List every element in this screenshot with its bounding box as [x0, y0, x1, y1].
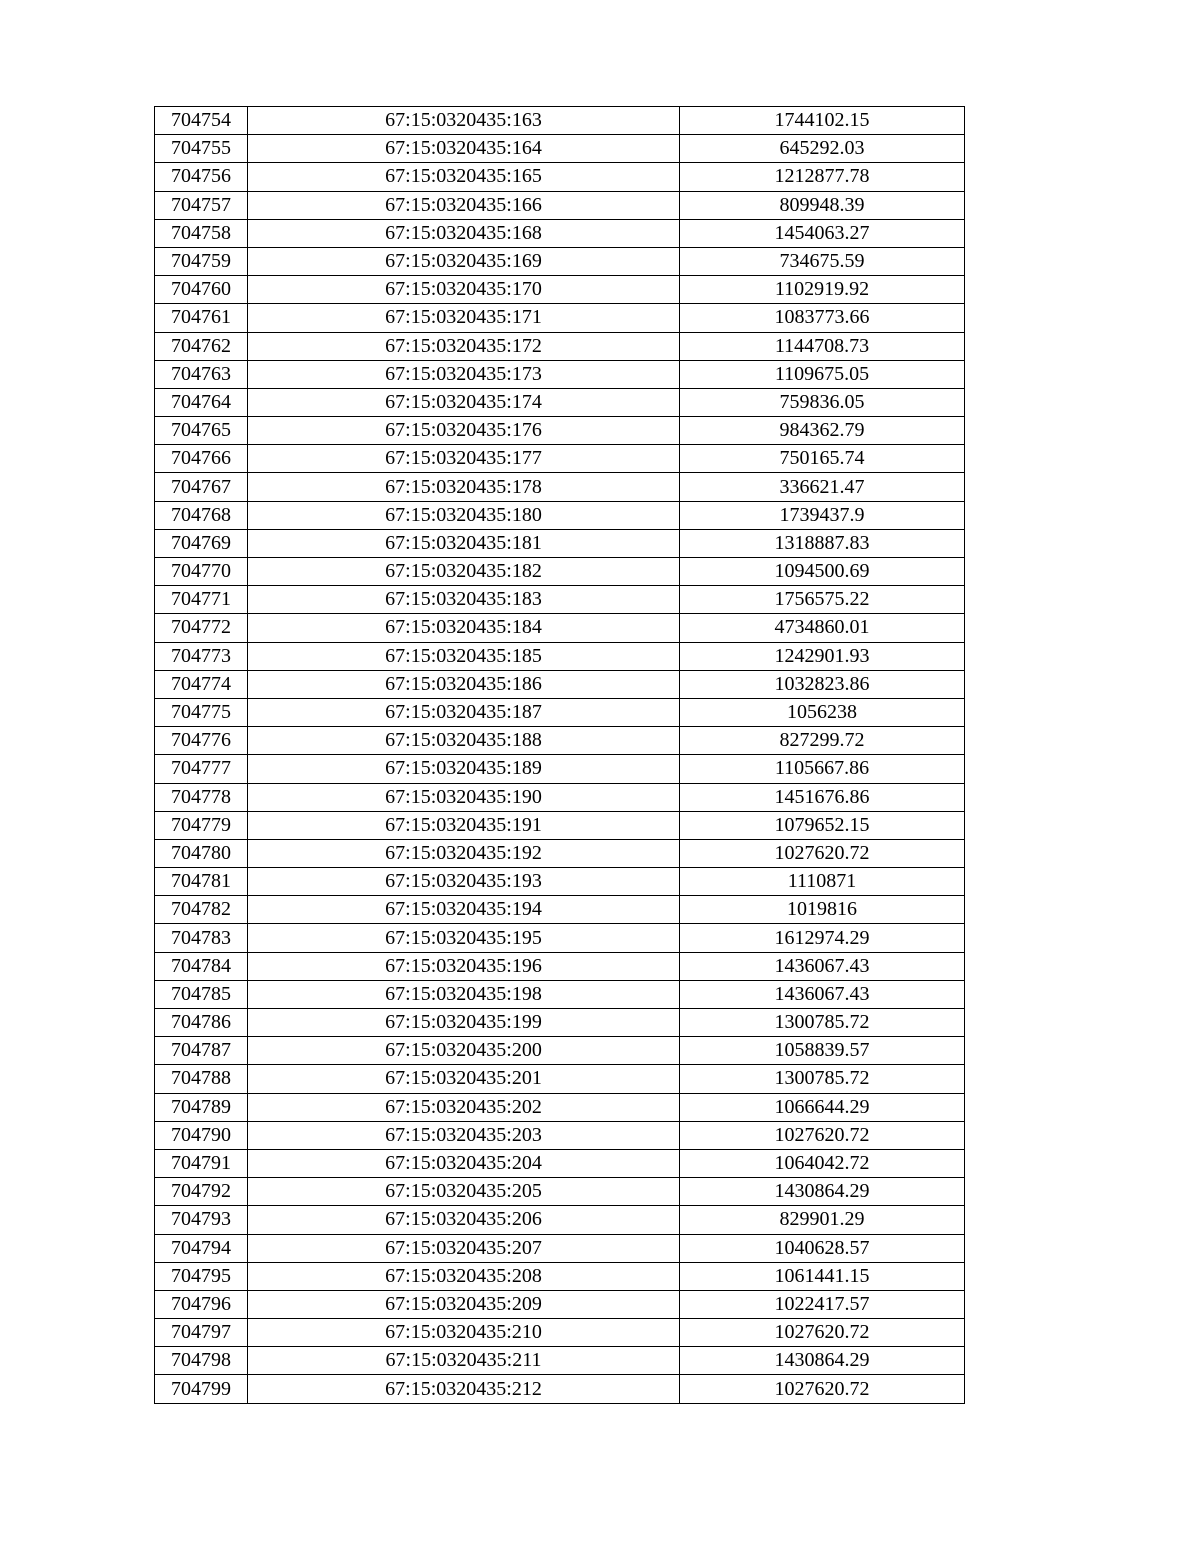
table-row: [155, 1234, 965, 1262]
cadastral-number-cell: 67:15:0320435:181: [248, 529, 680, 557]
cadastral-number-cell: 67:15:0320435:211: [248, 1347, 680, 1375]
row-number-cell: 704786: [155, 1009, 248, 1037]
row-number-cell: 704754: [155, 107, 248, 135]
cadastral-number-cell: 67:15:0320435:198: [248, 980, 680, 1008]
cadastral-value-cell: 1040628.57: [680, 1234, 965, 1262]
table-row: [155, 811, 965, 839]
cadastral-number-cell: 67:15:0320435:201: [248, 1065, 680, 1093]
cadastral-value-cell: 645292.03: [680, 135, 965, 163]
table-row: [155, 952, 965, 980]
cadastral-value-cell: 1056238: [680, 698, 965, 726]
row-number-cell: 704773: [155, 642, 248, 670]
cadastral-value-table: [154, 106, 965, 1404]
cadastral-number-cell: 67:15:0320435:206: [248, 1206, 680, 1234]
row-number-cell: 704774: [155, 670, 248, 698]
cadastral-number-cell: 67:15:0320435:166: [248, 191, 680, 219]
cadastral-value-cell: 1027620.72: [680, 1375, 965, 1403]
cadastral-number-cell: 67:15:0320435:193: [248, 868, 680, 896]
cadastral-number-cell: 67:15:0320435:170: [248, 276, 680, 304]
cadastral-number-cell: 67:15:0320435:205: [248, 1178, 680, 1206]
cadastral-value-cell: 1032823.86: [680, 670, 965, 698]
row-number-cell: 704757: [155, 191, 248, 219]
table-row: [155, 360, 965, 388]
cadastral-value-cell: 4734860.01: [680, 614, 965, 642]
row-number-cell: 704768: [155, 501, 248, 529]
table-row: [155, 1121, 965, 1149]
cadastral-number-cell: 67:15:0320435:186: [248, 670, 680, 698]
cadastral-number-cell: 67:15:0320435:195: [248, 924, 680, 952]
table-row: [155, 839, 965, 867]
table-row: [155, 1290, 965, 1318]
row-number-cell: 704789: [155, 1093, 248, 1121]
cadastral-value-cell: 1451676.86: [680, 783, 965, 811]
cadastral-number-cell: 67:15:0320435:212: [248, 1375, 680, 1403]
row-number-cell: 704772: [155, 614, 248, 642]
row-number-cell: 704785: [155, 980, 248, 1008]
cadastral-number-cell: 67:15:0320435:184: [248, 614, 680, 642]
row-number-cell: 704781: [155, 868, 248, 896]
table-row: [155, 896, 965, 924]
cadastral-number-cell: 67:15:0320435:192: [248, 839, 680, 867]
cadastral-number-cell: 67:15:0320435:203: [248, 1121, 680, 1149]
cadastral-number-cell: 67:15:0320435:164: [248, 135, 680, 163]
cadastral-value-cell: 1744102.15: [680, 107, 965, 135]
table-row: [155, 163, 965, 191]
row-number-cell: 704771: [155, 586, 248, 614]
row-number-cell: 704762: [155, 332, 248, 360]
cadastral-number-cell: 67:15:0320435:189: [248, 755, 680, 783]
table-row: [155, 1262, 965, 1290]
cadastral-number-cell: 67:15:0320435:207: [248, 1234, 680, 1262]
row-number-cell: 704777: [155, 755, 248, 783]
cadastral-number-cell: 67:15:0320435:178: [248, 473, 680, 501]
row-number-cell: 704770: [155, 558, 248, 586]
cadastral-number-cell: 67:15:0320435:172: [248, 332, 680, 360]
cadastral-value-cell: 1102919.92: [680, 276, 965, 304]
cadastral-value-cell: 1430864.29: [680, 1178, 965, 1206]
cadastral-value-cell: 809948.39: [680, 191, 965, 219]
table-row: [155, 1206, 965, 1234]
cadastral-number-cell: 67:15:0320435:188: [248, 727, 680, 755]
cadastral-value-cell: 1144708.73: [680, 332, 965, 360]
cadastral-value-cell: 1019816: [680, 896, 965, 924]
table-row: [155, 698, 965, 726]
row-number-cell: 704778: [155, 783, 248, 811]
cadastral-number-cell: 67:15:0320435:182: [248, 558, 680, 586]
cadastral-number-cell: 67:15:0320435:209: [248, 1290, 680, 1318]
cadastral-number-cell: 67:15:0320435:199: [248, 1009, 680, 1037]
cadastral-value-cell: 1105667.86: [680, 755, 965, 783]
row-number-cell: 704793: [155, 1206, 248, 1234]
cadastral-value-cell: 1027620.72: [680, 839, 965, 867]
table-row: [155, 1347, 965, 1375]
cadastral-value-cell: 1242901.93: [680, 642, 965, 670]
row-number-cell: 704758: [155, 219, 248, 247]
cadastral-number-cell: 67:15:0320435:177: [248, 445, 680, 473]
cadastral-value-cell: 1110871: [680, 868, 965, 896]
cadastral-value-cell: 1212877.78: [680, 163, 965, 191]
cadastral-number-cell: 67:15:0320435:180: [248, 501, 680, 529]
row-number-cell: 704769: [155, 529, 248, 557]
cadastral-value-cell: 1436067.43: [680, 980, 965, 1008]
cadastral-number-cell: 67:15:0320435:202: [248, 1093, 680, 1121]
row-number-cell: 704763: [155, 360, 248, 388]
cadastral-number-cell: 67:15:0320435:176: [248, 417, 680, 445]
row-number-cell: 704791: [155, 1149, 248, 1177]
cadastral-value-cell: 1300785.72: [680, 1065, 965, 1093]
table-row: [155, 445, 965, 473]
table-row: [155, 304, 965, 332]
cadastral-value-cell: 1318887.83: [680, 529, 965, 557]
cadastral-number-cell: 67:15:0320435:163: [248, 107, 680, 135]
table-row: [155, 1065, 965, 1093]
row-number-cell: 704779: [155, 811, 248, 839]
cadastral-number-cell: 67:15:0320435:204: [248, 1149, 680, 1177]
row-number-cell: 704790: [155, 1121, 248, 1149]
row-number-cell: 704755: [155, 135, 248, 163]
cadastral-value-cell: 1739437.9: [680, 501, 965, 529]
cadastral-value-cell: 1300785.72: [680, 1009, 965, 1037]
cadastral-value-cell: 734675.59: [680, 247, 965, 275]
row-number-cell: 704797: [155, 1319, 248, 1347]
table-row: [155, 417, 965, 445]
table-row: [155, 727, 965, 755]
table-row: [155, 247, 965, 275]
row-number-cell: 704784: [155, 952, 248, 980]
row-number-cell: 704798: [155, 1347, 248, 1375]
table-row: [155, 473, 965, 501]
cadastral-number-cell: 67:15:0320435:183: [248, 586, 680, 614]
cadastral-number-cell: 67:15:0320435:200: [248, 1037, 680, 1065]
cadastral-number-cell: 67:15:0320435:190: [248, 783, 680, 811]
cadastral-number-cell: 67:15:0320435:185: [248, 642, 680, 670]
cadastral-number-cell: 67:15:0320435:165: [248, 163, 680, 191]
table-row: [155, 332, 965, 360]
cadastral-value-cell: 829901.29: [680, 1206, 965, 1234]
row-number-cell: 704780: [155, 839, 248, 867]
row-number-cell: 704782: [155, 896, 248, 924]
cadastral-value-cell: 1430864.29: [680, 1347, 965, 1375]
cadastral-number-cell: 67:15:0320435:208: [248, 1262, 680, 1290]
cadastral-value-cell: 1064042.72: [680, 1149, 965, 1177]
row-number-cell: 704787: [155, 1037, 248, 1065]
cadastral-value-cell: 1027620.72: [680, 1319, 965, 1347]
cadastral-number-cell: 67:15:0320435:196: [248, 952, 680, 980]
table-row: [155, 501, 965, 529]
table-row: [155, 868, 965, 896]
cadastral-value-cell: 827299.72: [680, 727, 965, 755]
table-row: [155, 670, 965, 698]
row-number-cell: 704775: [155, 698, 248, 726]
row-number-cell: 704766: [155, 445, 248, 473]
table-row: [155, 135, 965, 163]
table-row: [155, 1178, 965, 1206]
cadastral-value-cell: 1079652.15: [680, 811, 965, 839]
cadastral-number-cell: 67:15:0320435:174: [248, 388, 680, 416]
cadastral-value-cell: 750165.74: [680, 445, 965, 473]
cadastral-number-cell: 67:15:0320435:168: [248, 219, 680, 247]
row-number-cell: 704765: [155, 417, 248, 445]
table-row: [155, 1375, 965, 1403]
cadastral-value-cell: 1027620.72: [680, 1121, 965, 1149]
table-row: [155, 980, 965, 1008]
table-row: [155, 219, 965, 247]
cadastral-number-cell: 67:15:0320435:187: [248, 698, 680, 726]
table-row: [155, 558, 965, 586]
cadastral-value-cell: 984362.79: [680, 417, 965, 445]
table-row: [155, 1009, 965, 1037]
row-number-cell: 704788: [155, 1065, 248, 1093]
row-number-cell: 704794: [155, 1234, 248, 1262]
table-row: [155, 642, 965, 670]
cadastral-value-cell: 1094500.69: [680, 558, 965, 586]
cadastral-value-cell: 1756575.22: [680, 586, 965, 614]
table-row: [155, 1319, 965, 1347]
cadastral-value-cell: 1066644.29: [680, 1093, 965, 1121]
table-row: [155, 276, 965, 304]
table-row: [155, 586, 965, 614]
cadastral-number-cell: 67:15:0320435:194: [248, 896, 680, 924]
table-body: [155, 107, 965, 1404]
cadastral-number-cell: 67:15:0320435:191: [248, 811, 680, 839]
row-number-cell: 704759: [155, 247, 248, 275]
cadastral-number-cell: 67:15:0320435:173: [248, 360, 680, 388]
row-number-cell: 704783: [155, 924, 248, 952]
table-row: [155, 529, 965, 557]
cadastral-number-cell: 67:15:0320435:171: [248, 304, 680, 332]
cadastral-value-cell: 1058839.57: [680, 1037, 965, 1065]
table-row: [155, 107, 965, 135]
table-row: [155, 1037, 965, 1065]
table-row: [155, 755, 965, 783]
table-row: [155, 783, 965, 811]
table-row: [155, 388, 965, 416]
cadastral-value-cell: 1061441.15: [680, 1262, 965, 1290]
row-number-cell: 704796: [155, 1290, 248, 1318]
cadastral-value-cell: 1109675.05: [680, 360, 965, 388]
row-number-cell: 704776: [155, 727, 248, 755]
cadastral-number-cell: 67:15:0320435:169: [248, 247, 680, 275]
cadastral-number-cell: 67:15:0320435:210: [248, 1319, 680, 1347]
cadastral-value-cell: 1083773.66: [680, 304, 965, 332]
cadastral-value-cell: 1436067.43: [680, 952, 965, 980]
table-row: [155, 1149, 965, 1177]
table-row: [155, 924, 965, 952]
cadastral-value-cell: 1022417.57: [680, 1290, 965, 1318]
row-number-cell: 704799: [155, 1375, 248, 1403]
row-number-cell: 704756: [155, 163, 248, 191]
row-number-cell: 704792: [155, 1178, 248, 1206]
row-number-cell: 704767: [155, 473, 248, 501]
cadastral-value-cell: 1454063.27: [680, 219, 965, 247]
row-number-cell: 704764: [155, 388, 248, 416]
row-number-cell: 704761: [155, 304, 248, 332]
table-row: [155, 191, 965, 219]
cadastral-value-cell: 336621.47: [680, 473, 965, 501]
table-row: [155, 1093, 965, 1121]
row-number-cell: 704795: [155, 1262, 248, 1290]
cadastral-value-cell: 1612974.29: [680, 924, 965, 952]
table-row: [155, 614, 965, 642]
row-number-cell: 704760: [155, 276, 248, 304]
cadastral-value-cell: 759836.05: [680, 388, 965, 416]
